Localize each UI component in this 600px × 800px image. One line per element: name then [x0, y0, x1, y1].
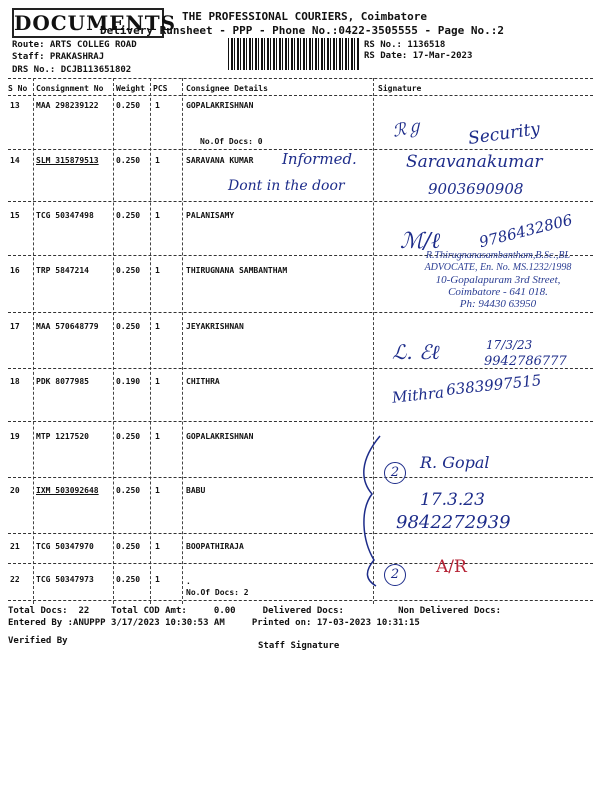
handwritten-initials: ℛℊ	[390, 115, 425, 142]
row-rule	[8, 312, 593, 313]
row-consignment-no: TRP 5847214	[36, 266, 89, 275]
route-label: Route: ARTS COLLEG ROAD	[12, 40, 137, 50]
stamp-line: R.Thirugnanasambantham,B.Sc.,BL	[425, 250, 571, 261]
row-pcs: 1	[155, 322, 160, 331]
stamp-line: Coimbatore - 641 018.	[448, 286, 548, 298]
col-header-consignment: Consignment No	[36, 84, 104, 93]
col-separator	[33, 78, 34, 604]
drs-number: DRS No.: DCJB113651802	[12, 65, 132, 75]
handwritten-gopal: R. Gopal	[420, 453, 490, 472]
row-sno: 19	[10, 432, 20, 441]
row-weight: 0.250	[116, 156, 141, 165]
staff-label: Staff: PRAKASHRAJ	[12, 52, 105, 62]
footer-entered-by: Entered By :ANUPPP 3/17/2023 10:30:53 AM Printed on: 17-03-2023 10:31:15	[8, 618, 420, 628]
row-sno: 22	[10, 575, 20, 584]
row-weight: 0.250	[116, 322, 141, 331]
handwritten-phone: 6383997515	[445, 371, 543, 399]
handwritten-circled-two: 2	[384, 462, 406, 484]
row-sno: 21	[10, 542, 20, 551]
col-header-sno: S No	[8, 84, 28, 93]
row-docs-count: No.Of Docs: 2	[186, 588, 249, 597]
runsheet-subtitle: Delivery Runsheet - PPP - Phone No.:0422-3505555 - Page No.:2	[100, 24, 504, 37]
row-sno: 16	[10, 266, 20, 275]
row-rule	[8, 201, 593, 202]
col-header-pcs: PCS	[153, 84, 168, 93]
row-weight: 0.250	[116, 266, 141, 275]
handwritten-saravanakumar: Saravanakumar	[406, 152, 543, 172]
company-title: THE PROFESSIONAL COURIERS, Coimbatore	[182, 10, 428, 23]
row-consignee-name: GOPALAKRISHNAN	[186, 101, 254, 110]
row-weight: 0.250	[116, 101, 141, 110]
row-consignment-no: TCG 50347970	[36, 542, 94, 551]
row-sno: 15	[10, 211, 20, 220]
row-consignee-name: .	[186, 577, 191, 586]
row-pcs: 1	[155, 156, 160, 165]
rs-number: RS No.: 1136518	[364, 40, 446, 50]
handwritten-date: 17/3/23	[486, 338, 533, 352]
stamp-line: 10-Gopalapuram 3rd Street,	[435, 274, 561, 286]
row-weight: 0.250	[116, 486, 141, 495]
table-top-rule	[8, 78, 593, 79]
row-sno: 17	[10, 322, 20, 331]
stamp-line: ADVOCATE, En. No. MS.1232/1998	[424, 262, 572, 273]
row-pcs: 1	[155, 101, 160, 110]
row-consignment-no: MAA 298239122	[36, 101, 99, 110]
row-pcs: 1	[155, 377, 160, 386]
col-separator	[182, 78, 183, 604]
col-header-consignee: Consignee Details	[186, 84, 268, 93]
row-weight: 0.250	[116, 575, 141, 584]
row-consignment-no: IXM 503092648	[36, 486, 99, 495]
row-consignee-name: PALANISAMY	[186, 211, 235, 220]
row-consignee-name: THIRUGNANA SAMBANTHAM	[186, 266, 288, 275]
col-separator	[113, 78, 114, 604]
row-docs-count: No.Of Docs: 0	[200, 137, 263, 146]
header-rule	[8, 95, 593, 96]
row-pcs: 1	[155, 575, 160, 584]
row-weight: 0.190	[116, 377, 141, 386]
row-consignee-name: JEYAKRISHNAN	[186, 322, 244, 331]
handwritten-mithra: Mithra	[391, 383, 445, 407]
handwritten-circled-two: 2	[384, 564, 406, 586]
handwritten-signature-scrawl: ℳ∕ℓ	[400, 229, 441, 254]
row-rule	[8, 563, 593, 564]
handwritten-note-door: Dont in the door	[228, 178, 345, 194]
handwritten-phone: 9942786777	[484, 354, 567, 369]
staff-signature-label: Staff Signature	[258, 641, 340, 651]
col-header-signature: Signature	[378, 84, 422, 93]
col-header-weight: Weight	[116, 84, 145, 93]
row-sno: 13	[10, 101, 20, 110]
row-consignee-name: GOPALAKRISHNAN	[186, 432, 254, 441]
row-consignment-no: MTP 1217520	[36, 432, 89, 441]
row-pcs: 1	[155, 211, 160, 220]
advocate-stamp	[408, 250, 588, 310]
handwritten-phone: 9786432806	[477, 210, 575, 252]
verified-by-label: Verified By	[8, 636, 68, 646]
row-pcs: 1	[155, 542, 160, 551]
row-consignee-name: SARAVANA KUMAR	[186, 156, 254, 165]
table-bottom-rule	[8, 600, 593, 601]
row-weight: 0.250	[116, 211, 141, 220]
row-consignment-no: TCG 50347498	[36, 211, 94, 220]
row-rule	[8, 421, 593, 422]
row-consignment-no: MAA 570648779	[36, 322, 99, 331]
row-weight: 0.250	[116, 542, 141, 551]
row-weight: 0.250	[116, 432, 141, 441]
barcode	[228, 38, 360, 70]
row-rule	[8, 477, 593, 478]
row-pcs: 1	[155, 266, 160, 275]
row-rule	[8, 533, 593, 534]
col-separator	[150, 78, 151, 604]
handwritten-date: 17.3.23	[420, 490, 485, 510]
rs-date: RS Date: 17-Mar-2023	[364, 51, 473, 61]
row-sno: 14	[10, 156, 20, 165]
handwritten-phone: 9842272939	[396, 512, 511, 533]
row-sno: 18	[10, 377, 20, 386]
row-consignee-name: BOOPATHIRAJA	[186, 542, 244, 551]
row-consignment-no: SLM 315879513	[36, 156, 99, 165]
row-consignee-name: BABU	[186, 486, 206, 495]
row-sno: 20	[10, 486, 20, 495]
handwritten-ar-mark: A/R	[436, 557, 467, 577]
row-pcs: 1	[155, 432, 160, 441]
handwritten-signature-scrawl: ℒ. ℰℓ	[392, 340, 440, 364]
row-consignment-no: TCG 50347973	[36, 575, 94, 584]
row-consignment-no: PDK 8077985	[36, 377, 89, 386]
stamp-line: Ph: 94430 63950	[459, 298, 537, 310]
row-consignee-name: CHITHRA	[186, 377, 220, 386]
documents-logo: DOCUMENTS	[12, 8, 164, 38]
footer-totals: Total Docs: 22 Total COD Amt: 0.00 Delivered Docs: Non Delivered Docs:	[8, 606, 502, 616]
handwritten-security: Security	[466, 119, 542, 149]
handwritten-note-informed: Informed.	[282, 150, 357, 168]
row-pcs: 1	[155, 486, 160, 495]
handwritten-phone: 9003690908	[428, 180, 524, 198]
